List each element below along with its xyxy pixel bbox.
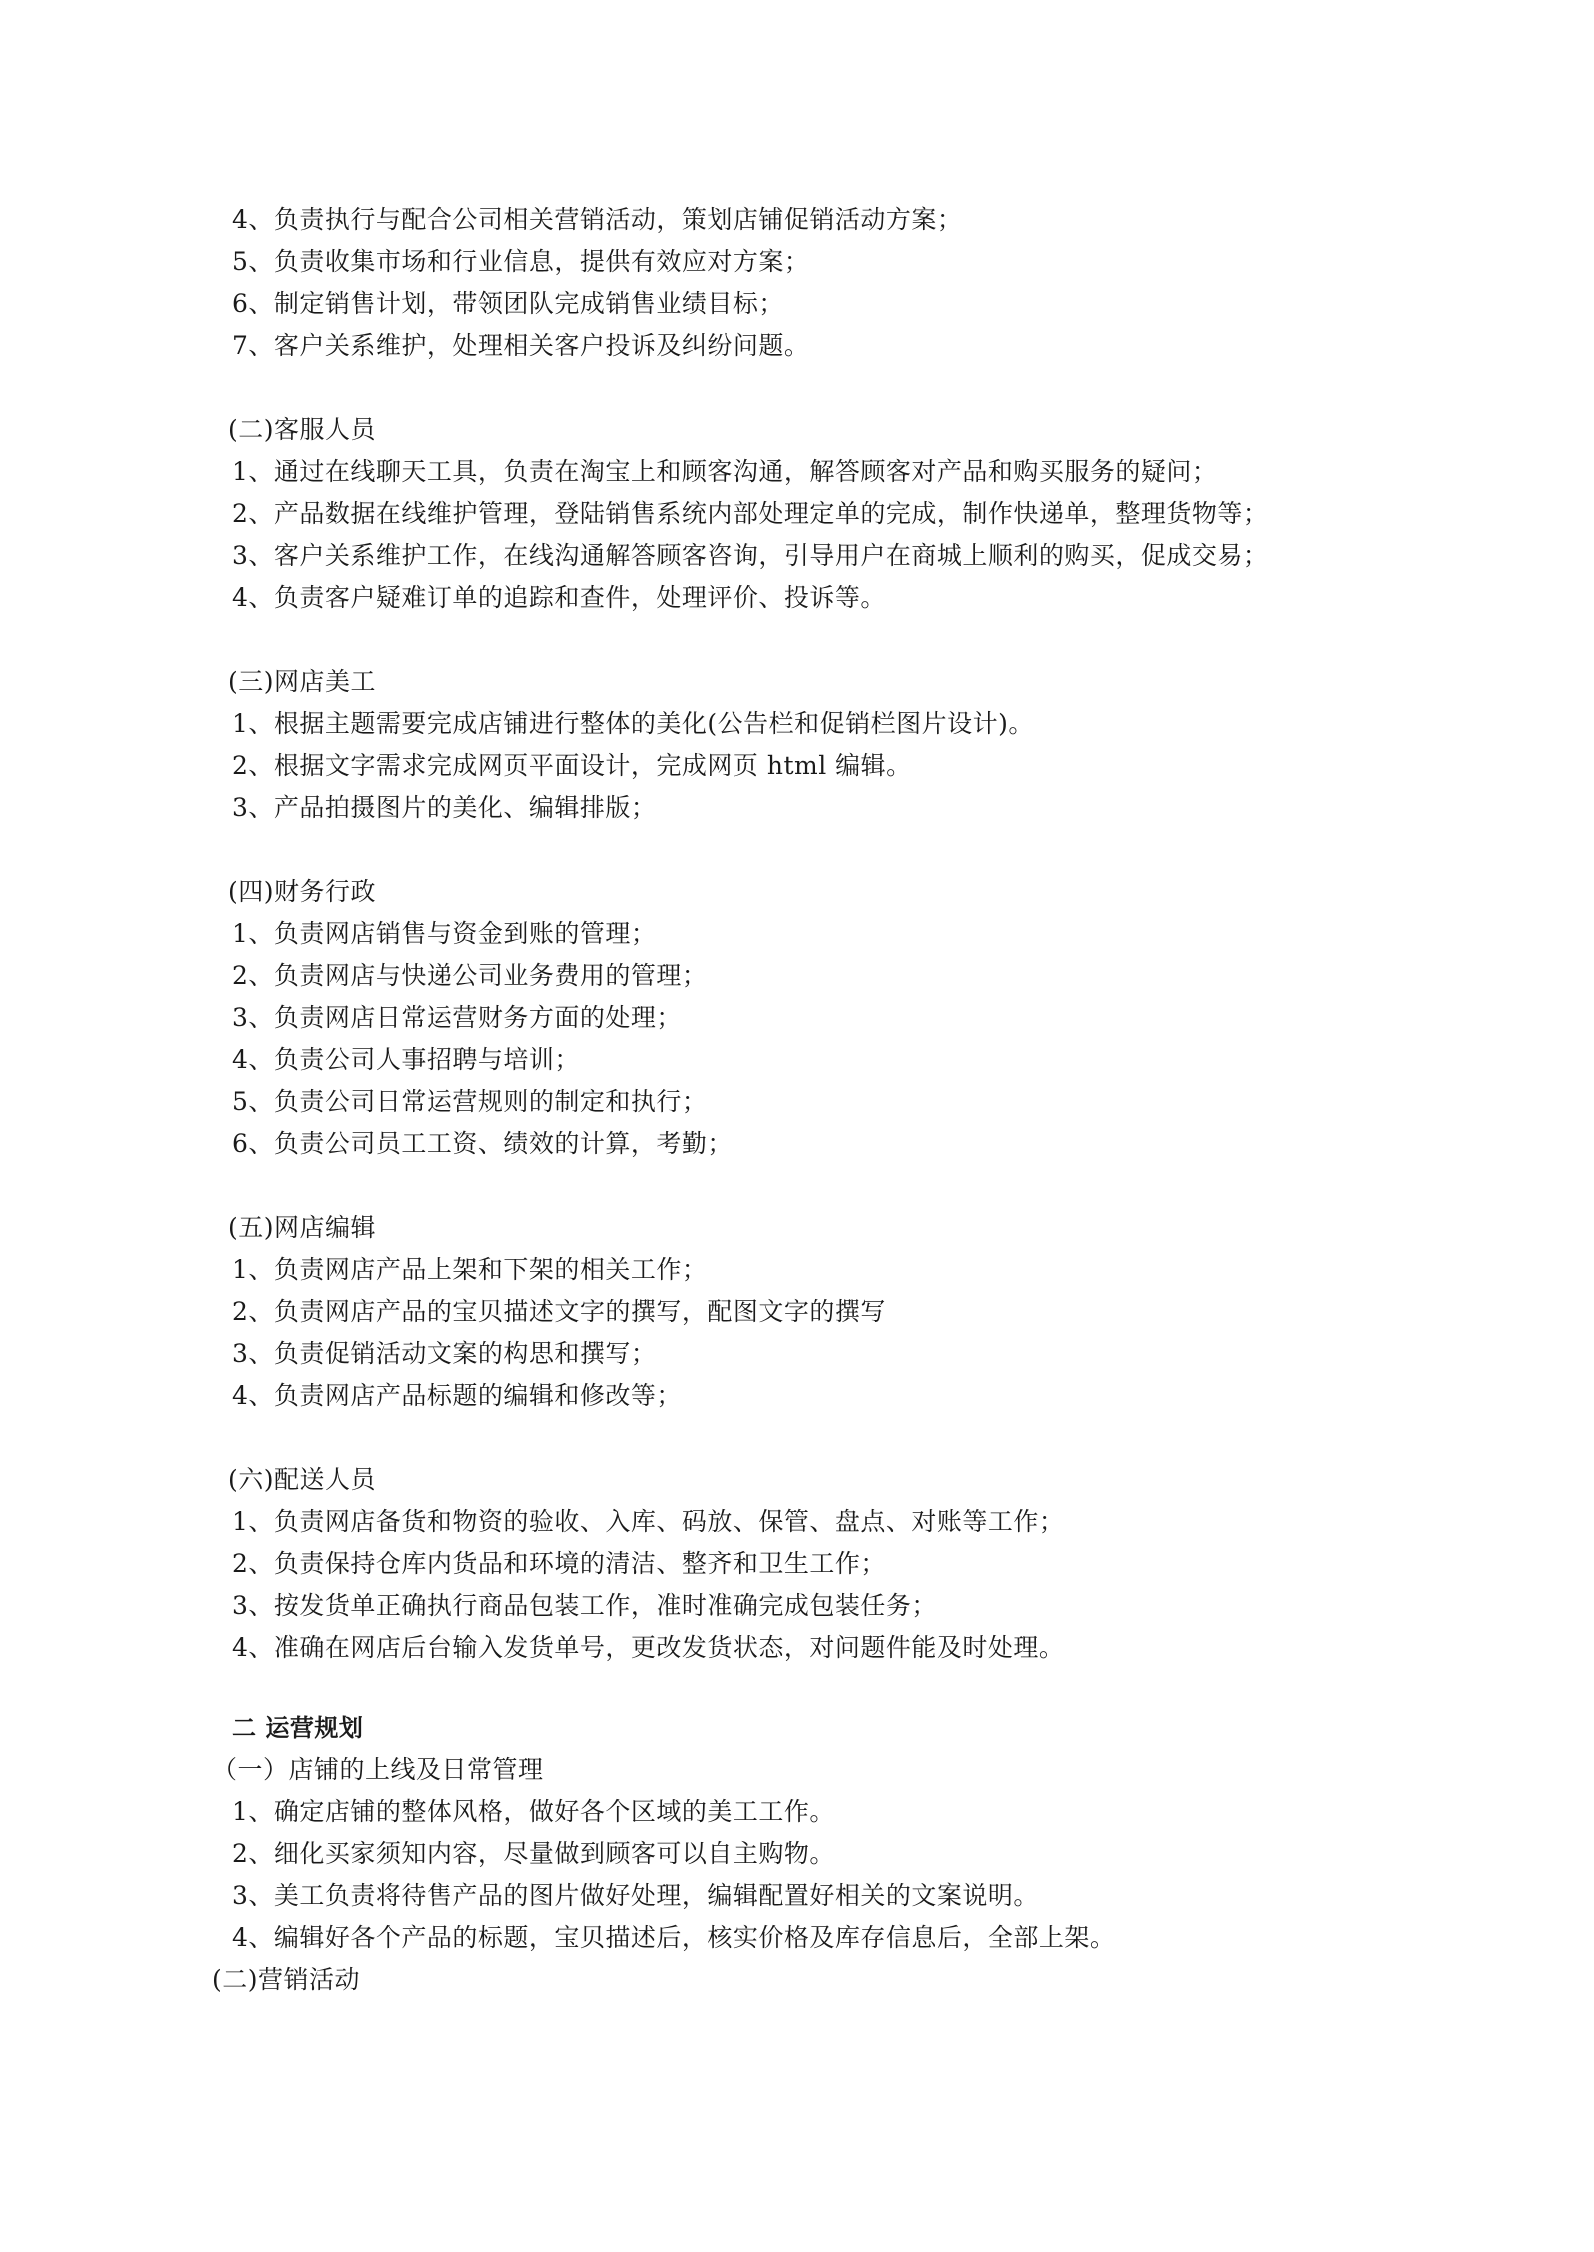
- chapter-title: 二 运营规划: [232, 1714, 364, 1742]
- list-item: 2、负责保持仓库内货品和环境的清洁、整齐和卫生工作；: [232, 1549, 886, 1578]
- list-item: 4、负责执行与配合公司相关营销活动，策划店铺促销活动方案；: [232, 205, 963, 234]
- list-item: 4、准确在网店后台输入发货单号，更改发货状态，对问题件能及时处理。: [232, 1633, 1065, 1662]
- list-item: 7、客户关系维护，处理相关客户投诉及纠纷问题。: [232, 331, 810, 360]
- list-item: 1、通过在线聊天工具，负责在淘宝上和顾客沟通，解答顾客对产品和购买服务的疑问；: [232, 457, 1218, 486]
- list-item: 2、负责网店产品的宝贝描述文字的撰写，配图文字的撰写: [232, 1297, 886, 1326]
- list-item: 1、确定店铺的整体风格，做好各个区域的美工工作。: [232, 1797, 835, 1826]
- section-heading: (二)营销活动: [212, 1965, 361, 1994]
- list-item: 6、制定销售计划，带领团队完成销售业绩目标；: [232, 289, 784, 318]
- list-item: 3、负责网店日常运营财务方面的处理；: [232, 1003, 682, 1032]
- list-item: 2、负责网店与快递公司业务费用的管理；: [232, 961, 708, 990]
- section-heading: (二)客服人员: [228, 415, 377, 444]
- list-item: 1、负责网店备货和物资的验收、入库、码放、保管、盘点、对账等工作；: [232, 1507, 1065, 1536]
- section-heading: (三)网店美工: [228, 667, 377, 696]
- list-item: 4、编辑好各个产品的标题，宝贝描述后，核实价格及库存信息后，全部上架。: [232, 1923, 1116, 1952]
- list-item: 5、负责公司日常运营规则的制定和执行；: [232, 1087, 708, 1116]
- list-item: 1、负责网店产品上架和下架的相关工作；: [232, 1255, 708, 1284]
- list-item: 3、产品拍摄图片的美化、编辑排版；: [232, 793, 657, 822]
- section-heading: (四)财务行政: [228, 877, 377, 906]
- list-item: 1、根据主题需要完成店铺进行整体的美化(公告栏和促销栏图片设计)。: [232, 709, 1034, 738]
- list-item: 4、负责客户疑难订单的追踪和查件，处理评价、投诉等。: [232, 583, 886, 612]
- list-item: 4、负责网店产品标题的编辑和修改等；: [232, 1381, 682, 1410]
- list-item: 5、负责收集市场和行业信息，提供有效应对方案；: [232, 247, 810, 276]
- list-item: 2、根据文字需求完成网页平面设计，完成网页 html 编辑。: [232, 751, 912, 780]
- list-item: 2、产品数据在线维护管理，登陆销售系统内部处理定单的完成，制作快递单，整理货物等；: [232, 499, 1269, 528]
- section-heading: (六)配送人员: [228, 1465, 377, 1494]
- list-item: 3、美工负责将待售产品的图片做好处理，编辑配置好相关的文案说明。: [232, 1881, 1039, 1910]
- list-item: 1、负责网店销售与资金到账的管理；: [232, 919, 657, 948]
- list-item: 6、负责公司员工工资、绩效的计算，考勤；: [232, 1129, 733, 1158]
- section-heading: （一）店铺的上线及日常管理: [212, 1755, 544, 1784]
- list-item: 3、负责促销活动文案的构思和撰写；: [232, 1339, 657, 1368]
- section-heading: (五)网店编辑: [228, 1213, 377, 1242]
- list-item: 4、负责公司人事招聘与培训；: [232, 1045, 580, 1074]
- list-item: 2、细化买家须知内容，尽量做到顾客可以自主购物。: [232, 1839, 835, 1868]
- list-item: 3、按发货单正确执行商品包装工作，准时准确完成包装任务；: [232, 1591, 937, 1620]
- list-item: 3、客户关系维护工作，在线沟通解答顾客咨询，引导用户在商城上顺利的购买，促成交易；: [232, 541, 1269, 570]
